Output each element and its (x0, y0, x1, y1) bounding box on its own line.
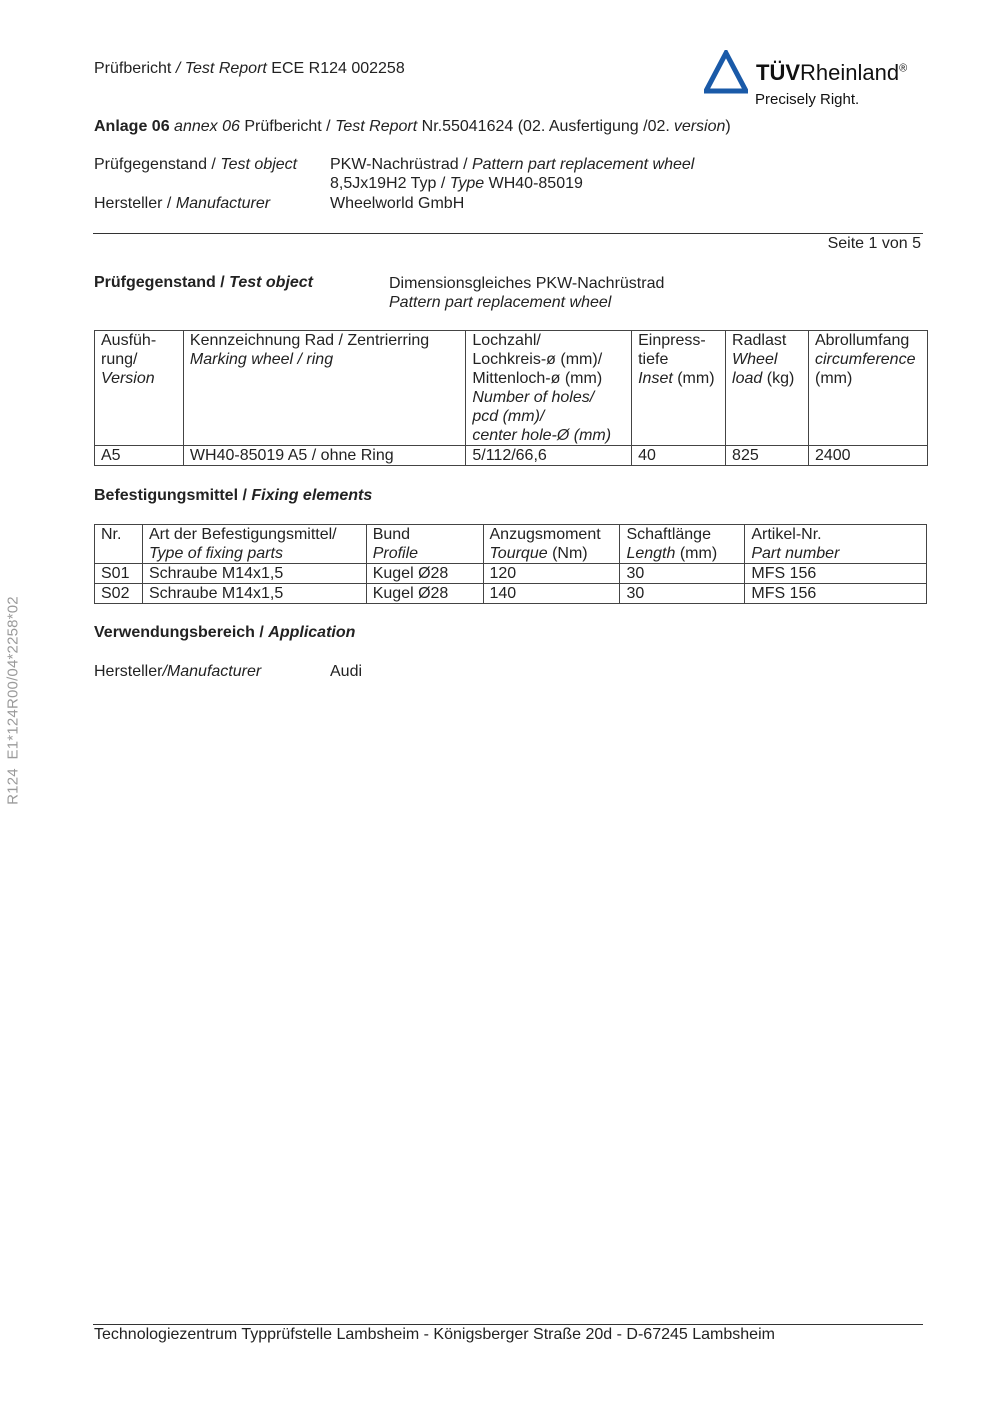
header-cell-circumference: Abrollumfang circumference (mm) (808, 331, 927, 446)
table-cell: 2400 (808, 446, 927, 466)
table-cell: 40 (632, 446, 726, 466)
annex-line: Anlage 06 annex 06 Prüfbericht / Test Report Nr.55041624 (02. Ausfertigung /02. version) (94, 118, 731, 135)
header-cell-length: Schaftlänge Length (mm) (620, 525, 745, 564)
table-cell: Schraube M14x1,5 (142, 564, 366, 584)
meta-type-line: 8,5Jx19H2 Typ / Type WH40-85019 (330, 175, 583, 192)
table-cell: Kugel Ø28 (366, 584, 483, 604)
header-cell-nr: Nr. (95, 525, 143, 564)
application-manufacturer-value: Audi (330, 663, 363, 680)
table-cell: Kugel Ø28 (366, 564, 483, 584)
wheel-table-header (95, 331, 928, 446)
header-cell-load: Radlast Wheel load (kg) (726, 331, 809, 446)
tuv-triangle-icon (704, 50, 748, 94)
header-cell-torque: Anzugsmoment Tourque (Nm) (483, 525, 620, 564)
meta-test-object-label: Prüfgegenstand / Test object (94, 156, 298, 173)
table-cell: S01 (95, 564, 143, 584)
table-cell: 5/112/66,6 (466, 446, 632, 466)
header-cell-part-number: Artikel-Nr. Part number (745, 525, 927, 564)
header-cell-inset: Einpress- tiefe Inset (mm) (632, 331, 726, 446)
table-row (95, 446, 928, 466)
meta-manufacturer-label: Hersteller / Manufacturer (94, 195, 271, 212)
table-cell: 120 (483, 564, 620, 584)
fixing-table (94, 524, 927, 604)
footer-address: Technologiezentrum Typprüfstelle Lambsheim - Königsberger Straße 20d - D-67245 Lambsheim (94, 1326, 775, 1343)
header-cell-marking: Kennzeichnung Rad / Zentrierring Marking wheel / ring (183, 331, 465, 446)
table-cell: MFS 156 (745, 564, 927, 584)
side-stamp: R124 E1*124R00/04*2258*02 (4, 596, 22, 805)
section-test-object-value: Dimensionsgleiches PKW-Nachrüstrad Pattern part replacement wheel (389, 275, 665, 311)
header-divider (93, 233, 923, 234)
fixing-title: Befestigungsmittel / Fixing elements (94, 487, 373, 504)
meta-manufacturer-value: Wheelworld GmbH (330, 195, 465, 212)
table-cell: Schraube M14x1,5 (142, 584, 366, 604)
table-cell: S02 (95, 584, 143, 604)
header-cell-type: Art der Befestigungsmittel/ Type of fixing parts (142, 525, 366, 564)
application-title: Verwendungsbereich / Application (94, 624, 356, 641)
page-number: Seite 1 von 5 (827, 235, 921, 252)
table-cell: 30 (620, 564, 745, 584)
footer-divider (93, 1324, 923, 1325)
header-cell-holes: Lochzahl/ Lochkreis-ø (mm)/ Mittenloch-ø (mm) Number of holes/ pcd (mm)/ center hole-Ø (mm) (466, 331, 632, 446)
logo-wordmark: TÜVRheinland® (756, 60, 908, 85)
table-cell: WH40-85019 A5 / ohne Ring (183, 446, 465, 466)
fixing-table-header (95, 525, 927, 564)
application-manufacturer-label: Hersteller/Manufacturer (94, 663, 262, 680)
report-header: Prüfbericht / Test Report ECE R124 002258 (94, 60, 405, 77)
table-cell: 140 (483, 584, 620, 604)
tuv-logo (704, 50, 924, 112)
table-cell: 30 (620, 584, 745, 604)
table-row (95, 564, 927, 584)
header-cell-profile: Bund Profile (366, 525, 483, 564)
table-row (95, 584, 927, 604)
table-cell: MFS 156 (745, 584, 927, 604)
table-cell: 825 (726, 446, 809, 466)
section-test-object-label: Prüfgegenstand / Test object (94, 274, 314, 291)
table-cell: A5 (95, 446, 184, 466)
wheel-table (94, 330, 928, 466)
meta-test-object-value: PKW-Nachrüstrad / Pattern part replacement wheel (330, 156, 695, 173)
header-cell-version: Ausfüh- rung/ Version (95, 331, 184, 446)
logo-tagline: Precisely Right. (755, 91, 860, 108)
